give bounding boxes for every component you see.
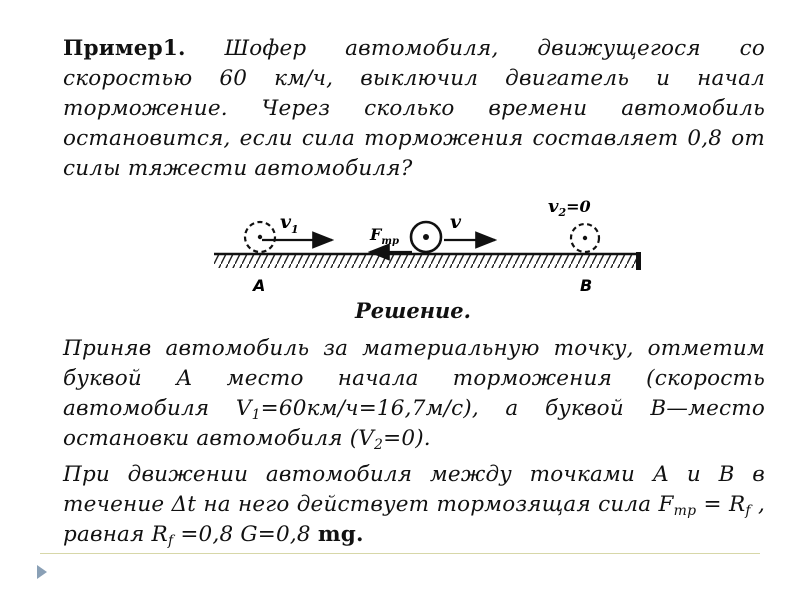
solution-paragraph-2: При движении автомобиля между точками А и В в течение Δt на него действует тормозящая сила $F_{тр} = R_f$ , равная $R_f =0,8$ G=0,8 mg. [63,462,765,549]
problem-label: Пример1. [63,36,186,61]
ground-end-wall [636,252,641,270]
ground-hatching [214,254,640,268]
point-b-label: B [580,276,593,295]
problem-text: Шофер автомобиля, движущегося со скоростью 60 км/ч, выключил двигатель и начал торможение. Через сколько времени автомобиль остановится, если сила торможения составляет 0,8 от силы тяжести автомобиля? [63,36,765,181]
point-a-label: A [253,276,266,295]
solution-heading: Решение. [355,298,471,323]
slide-bullet-arrow-icon [37,565,47,579]
solution-paragraph-1: Приняв автомобиль за материальную точку, отметим буквой А место начала торможения (скорость автомобиля $V_1=60км/ч=16,7м/с$), а буквой В—место остановки автомобиля $(V_2=0)$. [63,336,765,453]
bottom-divider [40,553,760,554]
v-label: v [450,211,462,233]
car-moving-center-dot [423,234,429,240]
car-start-center-dot [258,235,262,239]
v1-label: $v_1$ [280,211,299,236]
problem-statement [63,34,765,184]
friction-label: $F_{тр}$ [370,225,399,247]
car-stop-center-dot [583,236,587,240]
motion-diagram [200,194,660,304]
v2-label: $v_2=0$ [548,196,591,219]
